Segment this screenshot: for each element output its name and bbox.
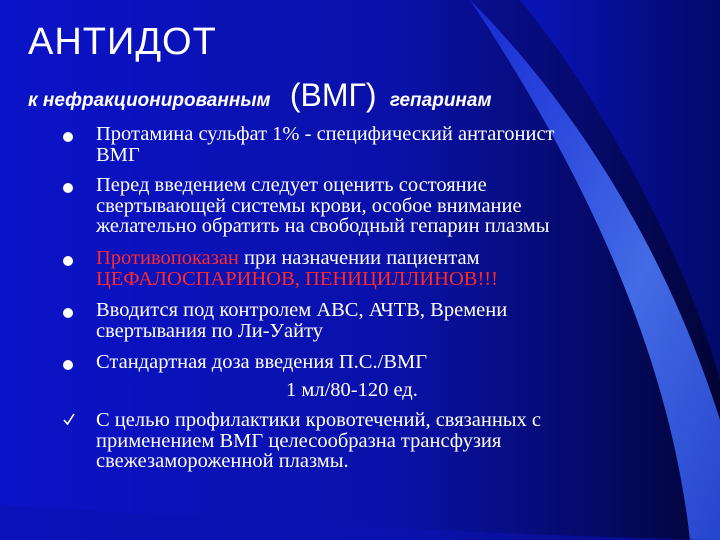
- list-item-text: С целью профилактики кровотечений, связанных с применением ВМГ целесообразна трансфузия свежезамороженной плазмы.: [96, 409, 542, 472]
- contraindication-label: Противопоказан: [96, 247, 239, 269]
- dose-line: 1 мл/80-120 ед.: [286, 378, 418, 401]
- bullet-dot-icon: [62, 177, 76, 198]
- subtitle-part-3: гепаринам: [389, 90, 492, 111]
- contraindicated-drugs: ЦЕФАЛОСПАРИНОВ, ПЕНИЦИЛЛИНОВ!!!: [96, 267, 498, 290]
- list-item-text: Стандартная доза введения П.С./ВМГ 1 мл/80-120 ед.: [96, 352, 656, 400]
- bullet-dot-icon: [62, 126, 76, 147]
- list-item-text: Противопоказан при назначении пациентам ЦЕФАЛОСПАРИНОВ, ПЕНИЦИЛЛИНОВ!!!: [96, 248, 656, 289]
- list-item-text: Протамина сульфат 1% - специфический антагонист ВМГ: [96, 123, 555, 166]
- subtitle-part-1: к нефракционированным: [28, 90, 271, 111]
- checkmark-icon: [62, 411, 76, 432]
- list-item-text: Вводится под контролем АВС, АЧТВ, Времени свертывания по Ли-Уайту: [96, 299, 508, 342]
- subtitle-part-2: (ВМГ): [289, 77, 377, 113]
- bullet-dot-icon: [62, 250, 76, 271]
- bullet-dot-icon: [62, 302, 76, 323]
- list-item-text: Перед введением следует оценить состояние свертывающей системы крови, особое внимание желательно обратить на свободный гепарин плазмы: [96, 174, 550, 237]
- bullet-dot-icon: [62, 354, 76, 375]
- slide-title: АНТИДОТ: [28, 21, 217, 63]
